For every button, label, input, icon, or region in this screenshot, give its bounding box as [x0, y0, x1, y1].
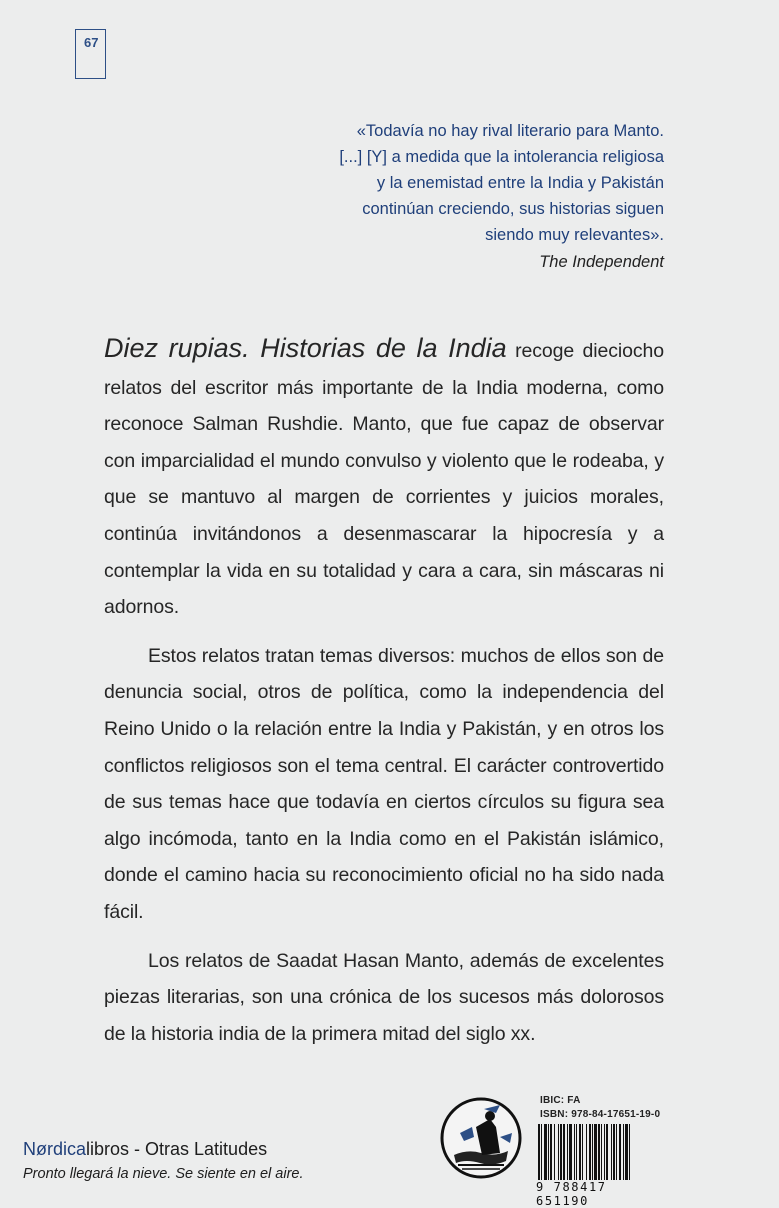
ibic-code: IBIC: FA: [540, 1095, 581, 1106]
barcode-number: 9 788417 651190: [536, 1180, 666, 1208]
publisher-tagline: Pronto llegará la nieve. Se siente en el aire.: [23, 1166, 304, 1182]
synopsis-paragraph-2: Estos relatos tratan temas diversos: muchos de ellos son de denuncia social, otros de política, como la independencia del Reino Unido o la relación entre la India y Pakistán, y en otros los conflictos religiosos son el tema central. El carácter controvertido de sus temas hace que todavía en ciertos círculos su figura sea algo incómoda, tanto en la India como en el Pakistán islámico, donde el camino hacia su reconocimiento oficial no ha sido nada fácil.: [104, 644, 664, 923]
quote-line: «Todavía no hay rival literario para Manto.: [356, 122, 664, 140]
synopsis: [104, 330, 664, 1064]
series-number: 67: [84, 35, 99, 50]
quote-line: y la enemistad entre la India y Pakistán: [376, 174, 664, 192]
series-number-box: [75, 29, 106, 79]
quote-line: [...] [Y] a medida que la intolerancia religiosa: [339, 148, 664, 166]
isbn-code: ISBN: 978-84-17651-19-0: [540, 1109, 661, 1120]
quote-line: continúan creciendo, sus historias siguen: [362, 200, 664, 218]
publisher-brand: Nørdica: [23, 1139, 87, 1159]
publisher-logo-icon: [440, 1097, 522, 1179]
publisher-line: [23, 1139, 267, 1160]
quote-source: The Independent: [539, 253, 664, 271]
synopsis-paragraph-3: Los relatos de Saadat Hasan Manto, además de excelentes piezas literarias, son una crónica de los sucesos más dolorosos de la historia india de la primera mitad del siglo xx.: [104, 949, 664, 1045]
synopsis-paragraph-1: [104, 330, 664, 626]
book-title: Diez rupias. Historias de la India: [104, 333, 507, 363]
press-quote: [244, 118, 664, 275]
quote-line: siendo muy relevantes».: [485, 226, 664, 244]
barcode-icon: [536, 1124, 666, 1186]
publisher-collection: libros - Otras Latitudes: [86, 1139, 268, 1159]
synopsis-p1-text: recoge dieciocho relatos del escritor más importante de la India moderna, como reconoce Salman Rushdie. Manto, que fue capaz de observar con imparcialidad el mundo convulso y violento que le rodeaba, y que se mantuvo al margen de corrientes y juicios morales, continúa invitándonos a desenmascarar la hipocresía y a contemplar la vida en su totalidad y cara a cara, sin máscaras ni adornos.: [104, 340, 664, 619]
